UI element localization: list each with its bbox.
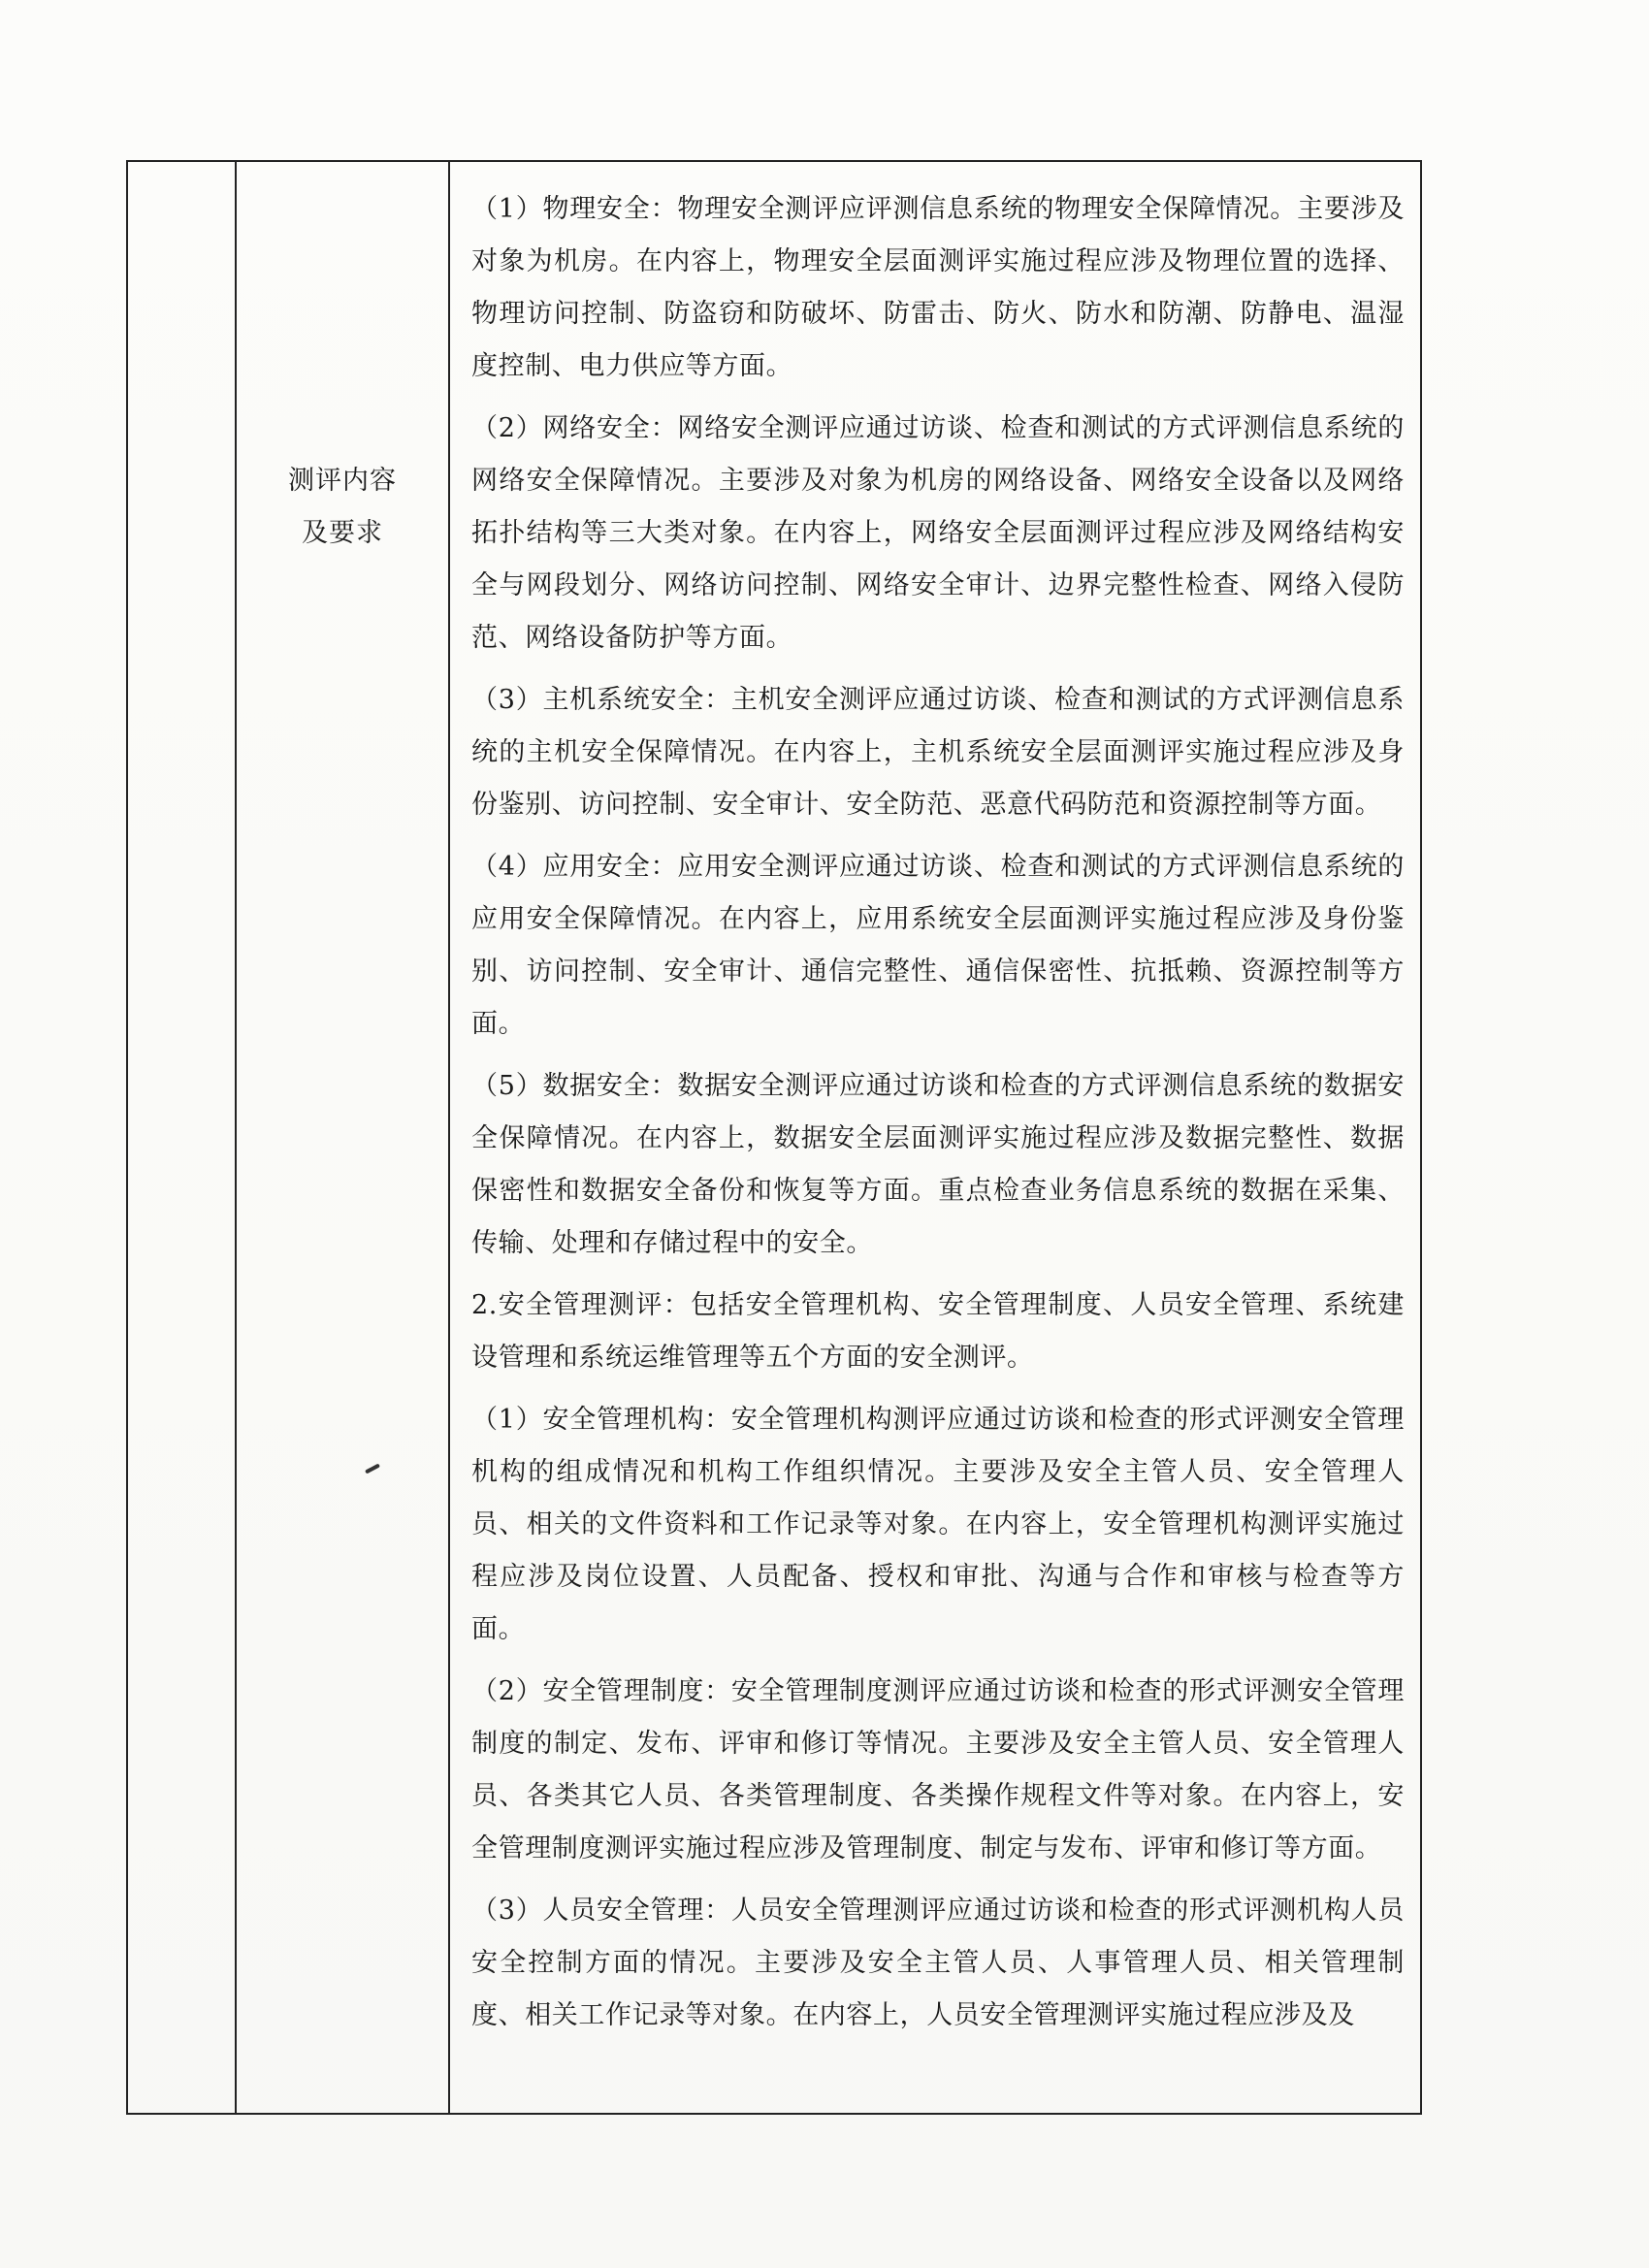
paragraph-management-policy: （2）安全管理制度：安全管理制度测评应通过访谈和检查的形式评测安全管理制度的制定、发布、评审和修订等情况。主要涉及安全主管人员、安全管理人员、各类其它人员、各类管理制度、各类操作规程文件等对象。在内容上，安全管理制度测评实施过程应涉及管理制度、制定与发布、评审和修订等方面。 (471, 1676, 1405, 1863)
paragraph-host-security: （3）主机系统安全：主机安全测评应通过访谈、检查和测试的方式评测信息系统的主机安全保障情况。在内容上，主机系统安全层面测评实施过程应涉及身份鉴别、访问控制、安全审计、安全防范、恶意代码防范和资源控制等方面。 (471, 685, 1405, 820)
paragraph-data-security: （5）数据安全：数据安全测评应通过访谈和检查的方式评测信息系统的数据安全保障情况。在内容上，数据安全层面测评实施过程应涉及数据完整性、数据保密性和数据安全备份和恢复等方面。重点检查业务信息系统的数据在采集、传输、处理和存储过程中的安全。 (471, 1071, 1405, 1258)
label-wrap (237, 162, 448, 2113)
paragraph-network-security: （2）网络安全：网络安全测评应通过访谈、检查和测试的方式评测信息系统的网络安全保障情况。主要涉及对象为机房的网络设备、网络安全设备以及网络拓扑结构等三大类对象。在内容上，网络安全层面测评过程应涉及网络结构安全与网段划分、网络访问控制、网络安全审计、边界完整性检查、网络入侵防范、网络设备防护等方面。 (471, 413, 1405, 653)
paragraph-management-evaluation: 2.安全管理测评：包括安全管理机构、安全管理制度、人员安全管理、系统建设管理和系统运维管理等五个方面的安全测评。 (471, 1290, 1405, 1373)
paragraph-application-security: （4）应用安全：应用安全测评应通过访谈、检查和测试的方式评测信息系统的应用安全保障情况。在内容上，应用系统安全层面测评实施过程应涉及身份鉴别、访问控制、安全审计、通信完整性、通信保密性、抗抵赖、资源控制等方面。 (471, 852, 1405, 1039)
paragraph-management-organization: （1）安全管理机构：安全管理机构测评应通过访谈和检查的形式评测安全管理机构的组成情况和机构工作组织情况。主要涉及安全主管人员、安全管理人员、相关的文件资料和工作记录等对象。在内容上，安全管理机构测评实施过程应涉及岗位设置、人员配备、授权和审批、沟通与合作和审核与检查等方面。 (471, 1405, 1405, 1644)
section-label-line: 测评内容 (288, 466, 397, 496)
paragraph-personnel-security: （3）人员安全管理：人员安全管理测评应通过访谈和检查的形式评测机构人员安全控制方面的情况。主要涉及安全主管人员、人事管理人员、相关管理制度、相关工作记录等对象。在内容上，人员安全管理测评实施过程应涉及及 (471, 1895, 1405, 2030)
paragraph-physical-security: （1）物理安全：物理安全测评应评测信息系统的物理安全保障情况。主要涉及对象为机房。在内容上，物理安全层面测评实施过程应涉及物理位置的选择、物理访问控制、防盗窃和防破坏、防雷击、防火、防水和防潮、防静电、温湿度控制、电力供应等方面。 (471, 194, 1405, 381)
index-cell (127, 161, 236, 2114)
table-row (127, 161, 1421, 2114)
label-cell (236, 161, 449, 2114)
requirements-table (126, 160, 1422, 2115)
content-cell (449, 161, 1421, 2114)
section-label-line: 及要求 (302, 518, 383, 548)
section-label (237, 455, 448, 560)
